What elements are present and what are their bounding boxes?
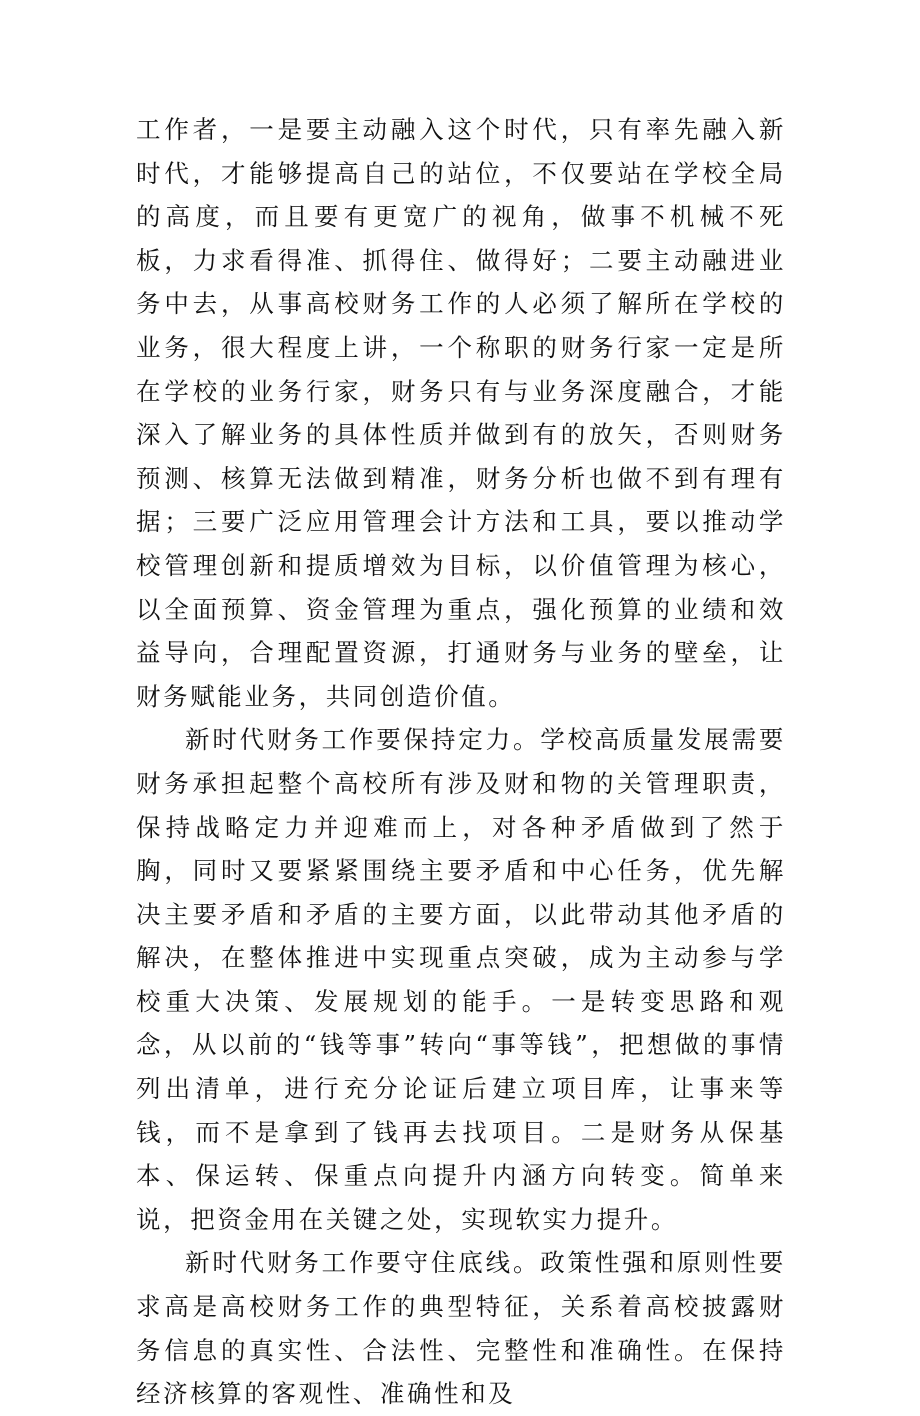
document-body: [136, 108, 786, 1416]
paragraph-1: 工作者，一是要主动融入这个时代，只有率先融入新时代，才能够提高自己的站位，不仅要站在学校全局的高度，而且要有更宽广的视角，做事不机械不死板，力求看得准、抓得住、做得好；二要主动融进业务中去，从事高校财务工作的人必须了解所在学校的业务，很大程度上讲，一个称职的财务行家一定是所在学校的业务行家，财务只有与业务深度融合，才能深入了解业务的具体性质并做到有的放矢，否则财务预测、核算无法做到精准，财务分析也做不到有理有据；三要广泛应用管理会计方法和工具，要以推动学校管理创新和提质增效为目标，以价值管理为核心，以全面预算、资金管理为重点，强化预算的业绩和效益导向，合理配置资源，打通财务与业务的壁垒，让财务赋能业务，共同创造价值。: [136, 115, 786, 711]
paragraph-3: 新时代财务工作要守住底线。政策性强和原则性要求高是高校财务工作的典型特征，关系着高校披露财务信息的真实性、合法性、完整性和准确性。在保持经济核算的客观性、准确性和及: [136, 1248, 786, 1409]
paragraph-2: 新时代财务工作要保持定力。学校高质量发展需要财务承担起整个高校所有涉及财和物的关管理职责，保持战略定力并迎难而上，对各种矛盾做到了然于胸，同时又要紧紧围绕主要矛盾和中心任务，优先解决主要矛盾和矛盾的主要方面，以此带动其他矛盾的解决，在整体推进中实现重点突破，成为主动参与学校重大决策、发展规划的能手。一是转变思路和观念，从以前的“钱等事”转向“事等钱”，把想做的事情列出清单，进行充分论证后建立项目库，让事来等钱，而不是拿到了钱再去找项目。二是财务从保基本、保运转、保重点向提升内涵方向转变。简单来说，把资金用在关键之处，实现软实力提升。: [136, 725, 786, 1234]
